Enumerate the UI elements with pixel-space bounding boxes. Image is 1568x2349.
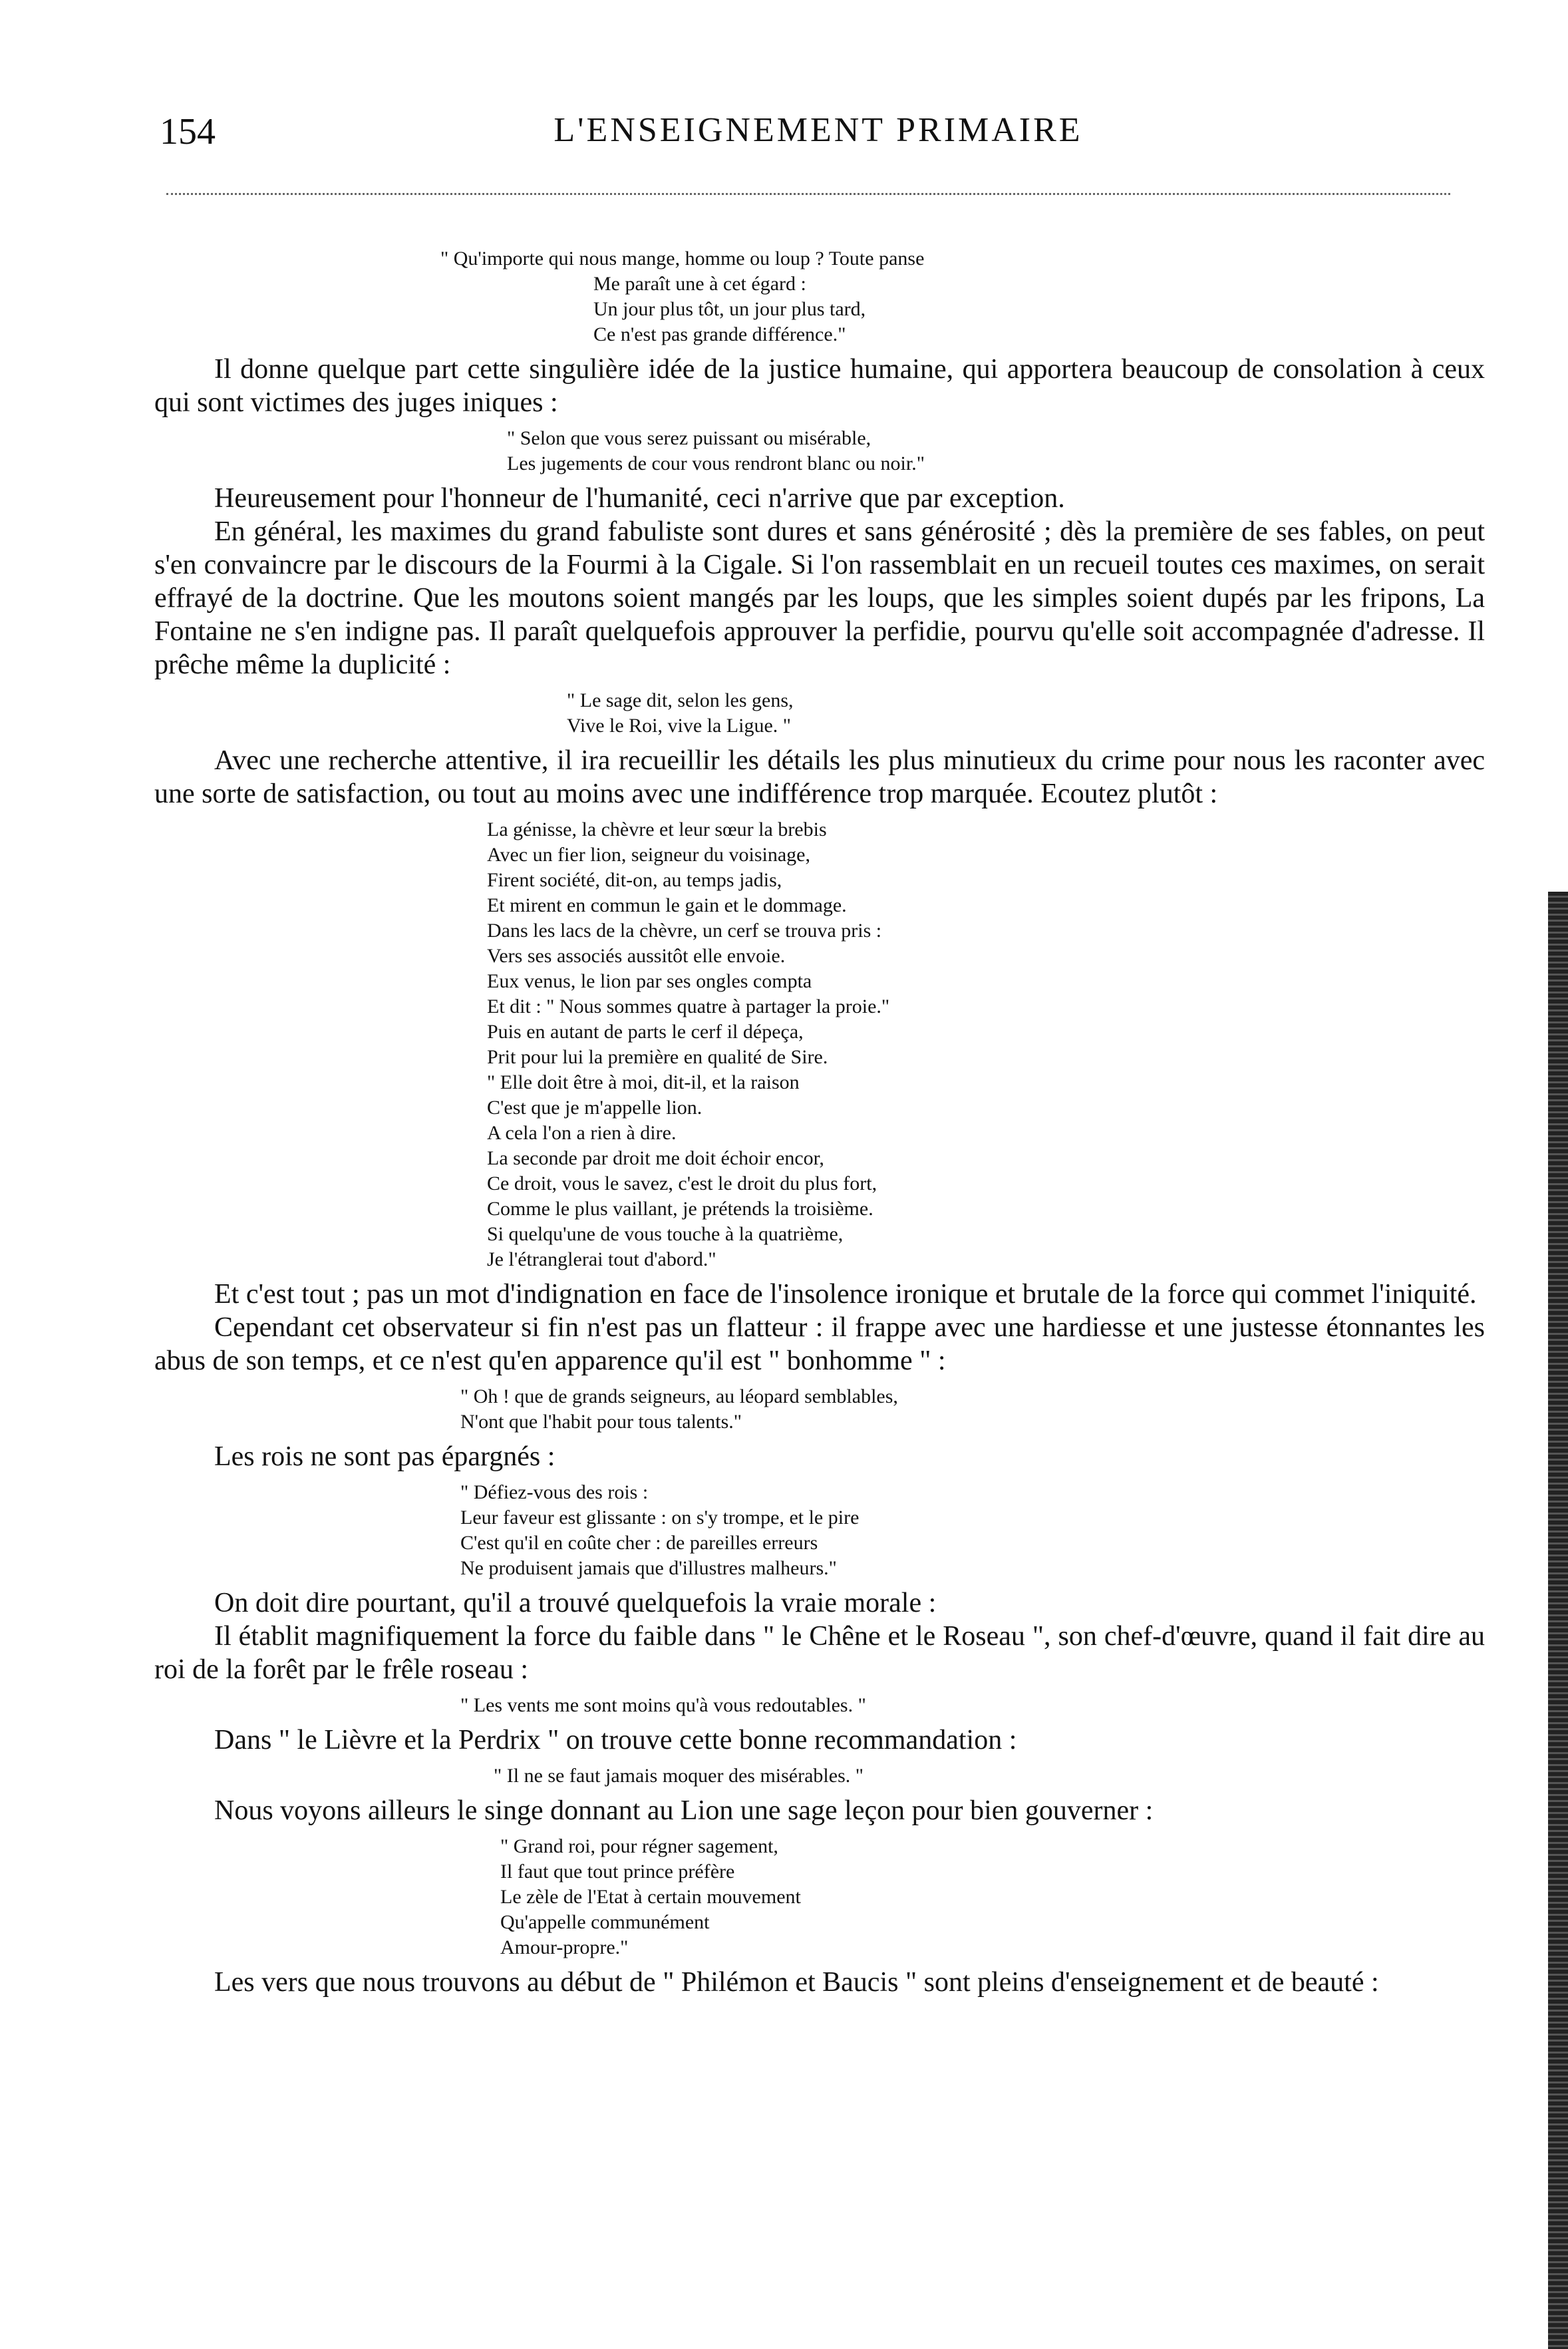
- verse-line: " Défiez-vous des rois :: [460, 1481, 649, 1503]
- verse-quotation: [154, 1834, 1485, 1960]
- verse-line: Vive le Roi, vive la Ligue. ": [567, 715, 792, 737]
- verse-line: " Elle doit être à moi, dit-il, et la raison: [487, 1071, 800, 1093]
- verse-line: " Qu'importe qui nous mange, homme ou loup ? Toute panse: [440, 248, 925, 270]
- verse-line: Ce droit, vous le savez, c'est le droit du plus fort,: [487, 1173, 877, 1194]
- page-header: [160, 113, 1477, 173]
- paragraph: Et c'est tout ; pas un mot d'indignation en face de l'insolence ironique et brutale de la force qui commet l'iniquité.: [214, 1279, 1477, 1310]
- verse-line: Il faut que tout prince préfère: [500, 1861, 735, 1883]
- verse-line: Avec un fier lion, seigneur du voisinage,: [487, 844, 810, 866]
- verse-line: Je l'étranglerai tout d'abord.": [487, 1248, 716, 1270]
- verse-line: Me paraît une à cet égard :: [593, 273, 806, 295]
- verse-line: " Oh ! que de grands seigneurs, au léopard semblables,: [460, 1385, 898, 1407]
- verse-line: Les jugements de cour vous rendront blanc ou noir.": [507, 452, 925, 474]
- verse-line: Vers ses associés aussitôt elle envoie.: [487, 945, 786, 967]
- scan-edge-shadow: [1548, 892, 1568, 2349]
- paragraph: Les vers que nous trouvons au début de " Philémon et Baucis " sont pleins d'enseignement et de beauté :: [214, 1967, 1379, 1998]
- body-text: [154, 240, 1485, 1999]
- verse-line: Puis en autant de parts le cerf il dépeça,: [487, 1021, 804, 1043]
- verse-line: Qu'appelle communément: [500, 1911, 710, 1933]
- paragraph: Il donne quelque part cette singulière idée de la justice humaine, qui apportera beaucoup de consolation à ceux qui sont victimes des juges iniques :: [154, 354, 1485, 418]
- paragraph: Heureusement pour l'honneur de l'humanité, ceci n'arrive que par exception.: [214, 483, 1065, 514]
- paragraph: Dans " le Lièvre et la Perdrix " on trouve cette bonne recommandation :: [214, 1725, 1017, 1755]
- verse-line: N'ont que l'habit pour tous talents.": [460, 1411, 742, 1433]
- verse-line: A cela l'on a rien à dire.: [487, 1122, 677, 1144]
- verse-line: Et mirent en commun le gain et le dommage.: [487, 894, 847, 916]
- verse-quotation: [154, 688, 1485, 739]
- verse-line: La génisse, la chèvre et leur sœur la brebis: [487, 818, 827, 840]
- verse-quotation: [154, 1384, 1485, 1435]
- header-rule: [166, 193, 1450, 195]
- verse-line: C'est que je m'appelle lion.: [487, 1097, 703, 1119]
- paragraph: Il établit magnifiquement la force du faible dans " le Chêne et le Roseau ", son chef-d'œuvre, quand il fait dire au roi de la forêt par le frêle roseau :: [154, 1621, 1485, 1685]
- verse-line: Un jour plus tôt, un jour plus tard,: [593, 298, 866, 320]
- verse-line: La seconde par droit me doit échoir encor,: [487, 1147, 824, 1169]
- verse-line: " Selon que vous serez puissant ou misérable,: [507, 427, 871, 449]
- verse-fable: [154, 817, 1485, 1272]
- verse-line: Leur faveur est glissante : on s'y trompe, et le pire: [460, 1507, 860, 1529]
- paragraph: Cependant cet observateur si fin n'est pas un flatteur : il frappe avec une hardiesse et une justesse étonnantes les abus de son temps, et ce n'est qu'en apparence qu'il est " bonhomme " :: [154, 1312, 1485, 1376]
- verse-line: Dans les lacs de la chèvre, un cerf se trouva pris :: [487, 920, 882, 942]
- verse-quotation: [154, 1763, 1485, 1789]
- page-number: 154: [160, 111, 216, 152]
- verse-line: Le zèle de l'Etat à certain mouvement: [500, 1886, 801, 1908]
- paragraph: On doit dire pourtant, qu'il a trouvé quelquefois la vraie morale :: [214, 1588, 937, 1618]
- verse-line: " Les vents me sont moins qu'à vous redoutables. ": [460, 1694, 866, 1716]
- verse-line: " Le sage dit, selon les gens,: [567, 689, 794, 711]
- paragraph: En général, les maximes du grand fabuliste sont dures et sans générosité ; dès la première de ses fables, on peut s'en convaincre par le discours de la Fourmi à la Cigale. Si l'on rassemblait en un recueil toutes ces maximes, on serait effrayé de la doctrine. Que les moutons soient mangés par les loups, que les simples soient dupés par les fripons, La Fontaine ne s'en indigne pas. Il paraît quelquefois approuver la perfidie, pourvu qu'elle soit accompagnée d'adresse. Il prêche même la duplicité :: [154, 516, 1485, 680]
- verse-quotation: [154, 1480, 1485, 1581]
- paragraph: Les rois ne sont pas épargnés :: [214, 1441, 555, 1472]
- verse-quotation: [154, 246, 1485, 347]
- verse-line: Ne produisent jamais que d'illustres malheurs.": [460, 1557, 837, 1579]
- verse-line: Firent société, dit-on, au temps jadis,: [487, 869, 782, 891]
- verse-line: Ce n'est pas grande différence.": [593, 323, 846, 345]
- verse-quotation: [154, 426, 1485, 476]
- verse-line: Eux venus, le lion par ses ongles compta: [487, 970, 812, 992]
- paragraph: Nous voyons ailleurs le singe donnant au Lion une sage leçon pour bien gouverner :: [214, 1795, 1154, 1826]
- verse-line: Prit pour lui la première en qualité de Sire.: [487, 1046, 828, 1068]
- verse-line: Et dit : " Nous sommes quatre à partager la proie.": [487, 995, 890, 1017]
- verse-line: Si quelqu'une de vous touche à la quatrième,: [487, 1223, 844, 1245]
- paragraph: Avec une recherche attentive, il ira recueillir les détails les plus minutieux du crime pour nous les raconter avec une sorte de satisfaction, ou tout au moins avec une indifférence trop marquée. Ecoutez plutôt :: [154, 745, 1485, 809]
- verse-line: Amour-propre.": [500, 1936, 629, 1958]
- verse-line: " Il ne se faut jamais moquer des misérables. ": [494, 1765, 863, 1787]
- verse-line: Comme le plus vaillant, je prétends la troisième.: [487, 1198, 873, 1220]
- verse-quotation: [154, 1693, 1485, 1718]
- running-title: L'ENSEIGNEMENT PRIMAIRE: [553, 111, 1083, 149]
- verse-line: " Grand roi, pour régner sagement,: [500, 1835, 778, 1857]
- verse-line: C'est qu'il en coûte cher : de pareilles erreurs: [460, 1532, 818, 1554]
